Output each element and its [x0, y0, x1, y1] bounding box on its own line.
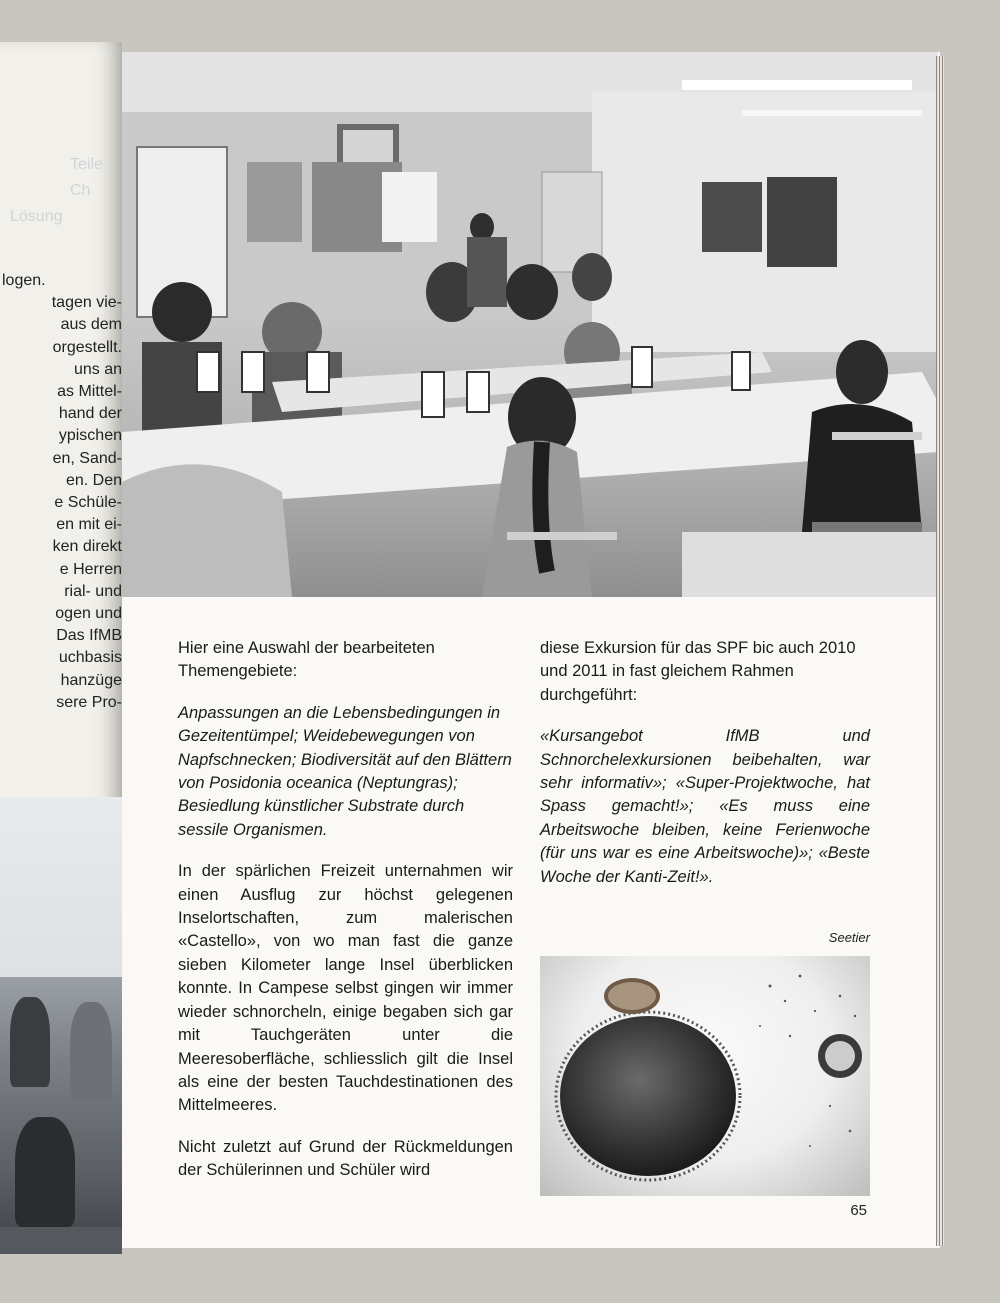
left-page: [0, 42, 122, 1254]
free-time-paragraph: In der spärlichen Freizeit unternahmen wir einen Ausflug zur höchst gelegenen Inselortschaften, zum malerischen «Castello», von wo man fast die ganze sieben Kilometer lange Insel überblicken konnte. In Campese selbst gingen wir immer wieder schnorcheln, einige begaben sich gar mit Tauchgeräten unter die Meeresoberfläche, schliesslich gilt die Insel als eine der besten Tauchdestinationen des Mittelmeeres.: [178, 862, 513, 1115]
left-text-line: Das IfMB: [56, 627, 122, 645]
right-page: [122, 52, 940, 1248]
author-signature: Seetier: [828, 930, 870, 945]
left-page-show-through-text: [0, 152, 110, 230]
ghost-line: Ch: [70, 182, 91, 199]
topics-intro: Hier eine Auswahl der bearbeiteten Themengebiete:: [178, 639, 435, 681]
classroom-photo-illustration: [122, 52, 938, 597]
left-text-line: rial- und: [64, 582, 122, 600]
left-text-line: hand der: [58, 405, 122, 423]
left-text-line: uchbasis: [58, 649, 122, 667]
left-text-line: aus dem: [60, 316, 122, 334]
left-text-line: e Schüle-: [54, 494, 122, 512]
ghost-line: Teile: [70, 156, 103, 173]
student-quotes: «Kursangebot IfMB und Schnorchelexkursionen beibehalten, war sehr informativ»; «Super-Projektwoche, hat Spass gemacht!»; «Es muss eine Arbeitswoche bleiben, keine Ferienwoche (für uns war es eine Arbeitswoche)»; «Beste Woche der Kanti-Zeit!».: [540, 727, 870, 886]
sea-urchin-photo: [540, 956, 870, 1196]
text-column-right: [540, 637, 870, 907]
left-text-line: en mit ei-: [56, 516, 122, 534]
left-text-line: logen.: [2, 272, 46, 289]
ghost-line: Lösung: [10, 208, 63, 225]
left-text-line: as Mittel-: [57, 383, 122, 401]
left-text-line: orgestellt.: [52, 338, 122, 356]
text-column-left: [178, 637, 513, 1201]
left-page-text-column: [0, 270, 122, 714]
left-text-line: en, Sand-: [52, 449, 122, 467]
left-text-line: hanzüge: [60, 671, 122, 689]
excursion-paragraph: diese Exkursion für das SPF bic auch 2010 und 2011 in fast gleichem Rahmen durchgeführt:: [540, 639, 856, 704]
sea-urchin-illustration: [540, 956, 870, 1196]
left-text-line: ypischen: [58, 427, 122, 445]
left-text-line: ogen und: [55, 605, 122, 623]
left-text-line: en. Den: [65, 471, 122, 489]
classroom-photo: [122, 52, 938, 597]
topics-list: Anpassungen an die Lebensbedingungen in Gezeitentümpel; Weidebewegungen von Napfschnecken; Biodiversität auf den Blättern von Posidonia oceanica (Neptungras); Besiedlung künstlicher Substrate durch sessile Organismen.: [178, 703, 512, 839]
left-text-line: tagen vie-: [51, 294, 122, 312]
page-number: 65: [850, 1202, 867, 1219]
left-text-line: e Herren: [59, 560, 122, 578]
left-text-line: sere Pro-: [56, 693, 122, 711]
left-text-line: ken direkt: [52, 538, 122, 556]
left-page-gray-box: [0, 797, 122, 977]
left-text-line: uns an: [73, 360, 122, 378]
left-page-group-photo: [0, 977, 122, 1254]
feedback-paragraph: Nicht zuletzt auf Grund der Rückmeldungen der Schülerinnen und Schüler wird: [178, 1137, 513, 1180]
page-edge-stack: [936, 56, 944, 1246]
